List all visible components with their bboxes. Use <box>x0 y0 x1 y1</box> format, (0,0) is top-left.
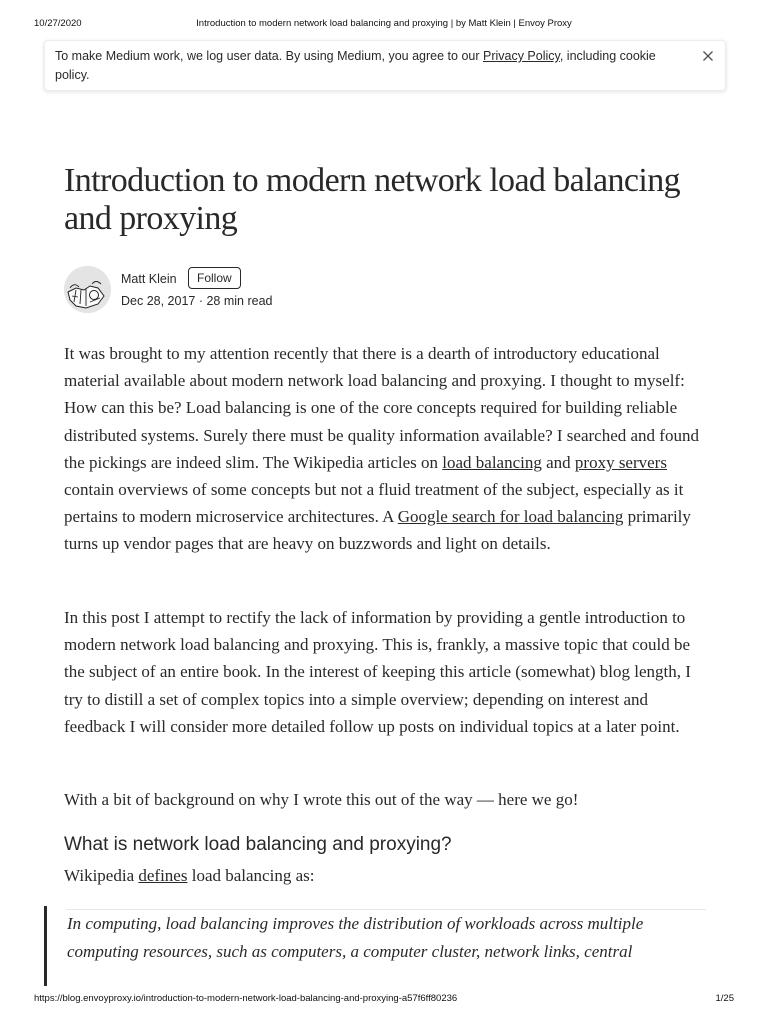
load-balancing-link[interactable]: load balancing <box>442 452 542 472</box>
byline <box>64 266 564 316</box>
cookie-banner <box>44 40 726 91</box>
defines-link[interactable]: defines <box>138 866 188 885</box>
author-avatar[interactable] <box>64 266 111 313</box>
follow-button[interactable]: Follow <box>188 267 241 289</box>
blockquote-bar <box>44 906 47 986</box>
privacy-policy-link[interactable]: Privacy Policy <box>482 49 560 63</box>
print-page-number: 1/25 <box>715 993 734 1004</box>
read-time: 28 min read <box>206 294 273 308</box>
paragraph-purpose: In this post I attempt to rectify the lack of information by providing a gentle introduction to modern network load balancing and proxying. This is, frankly, a massive topic that could be the subject of an entire book. In the interest of keeping this article (somewhat) blog length, I try to distill a set of complex topics into a simple overview; depending on interest and feedback I will consider more detailed follow up posts on individual topics at a later point. <box>64 608 691 736</box>
paragraph-definition-intro: Wikipedia defines load balancing as: <box>64 866 315 885</box>
print-date: 10/27/2020 <box>34 18 82 29</box>
paragraph-intro: It was brought to my attention recently that there is a dearth of introductory educational material available about modern network load balancing and proxying. I thought to myself: How can this be? Load balancing is one of the core concepts required for building reliable distributed systems. Surely there must be quality information available? I searched and found the pickings are indeed slim. The Wikipedia articles on load balancing and proxy servers contain overviews of some concepts but not a fluid treatment of the subject, especially as it pertains to modern microservice architectures. A Google search for load balancing primarily turns up vendor pages that are heavy on buzzwords and light on details. <box>64 344 699 554</box>
post-meta: Dec 28, 2017 · 28 min read <box>121 294 273 308</box>
print-document-title: Introduction to modern network load balancing and proxying | by Matt Klein | Envoy Proxy <box>196 18 572 29</box>
section-heading: What is network load balancing and proxying? <box>64 834 452 855</box>
blockquote-text: In computing, load balancing improves the distribution of workloads across multiple computing resources, such as computers, a computer cluster, network links, central <box>67 914 644 961</box>
print-header <box>0 18 768 32</box>
proxy-servers-link[interactable]: proxy servers <box>574 452 667 472</box>
post-date: Dec 28, 2017 <box>121 294 196 308</box>
print-url: https://blog.envoyproxy.io/introduction-to-modern-network-load-balancing-and-proxying-a57f6ff80236 <box>34 993 458 1004</box>
article-title: Introduction to modern network load balancing and proxying <box>64 162 680 237</box>
google-search-link[interactable]: Google search for load balancing <box>397 507 624 527</box>
close-icon[interactable] <box>701 49 715 63</box>
paragraph-transition: With a bit of background on why I wrote this out of the way — here we go! <box>64 790 579 809</box>
author-name[interactable]: Matt Klein <box>121 272 177 286</box>
blockquote <box>44 906 706 986</box>
print-footer <box>0 993 768 1007</box>
cookie-banner-text: To make Medium work, we log user data. By using Medium, you agree to our Privacy Policy, including cookie policy. <box>55 49 656 82</box>
